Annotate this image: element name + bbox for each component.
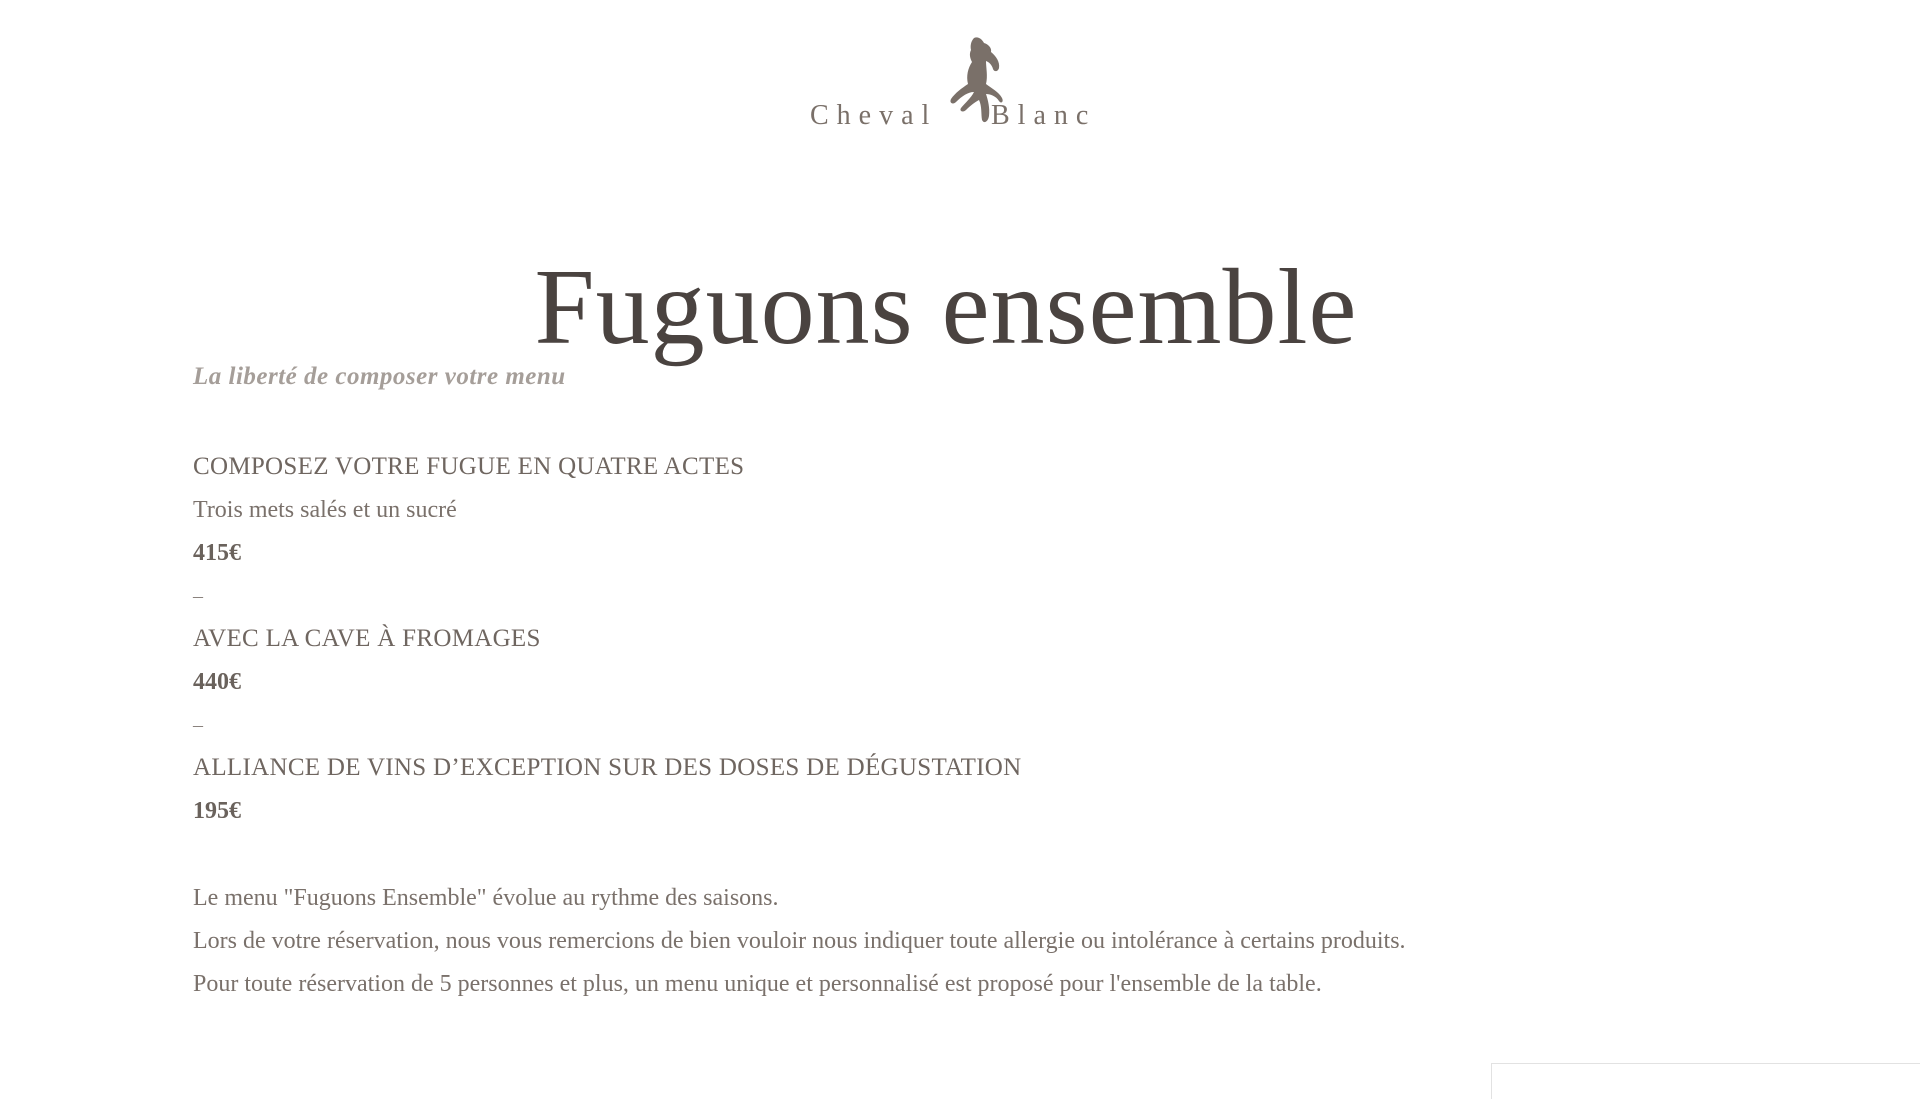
menu-separator: – (193, 714, 203, 736)
menu-separator: – (193, 585, 203, 607)
menu-note: Lors de votre réservation, nous vous remercions de bien vouloir nous indiquer toute allergie ou intolérance à certains produits. (193, 928, 1406, 954)
menu-note: Le menu "Fuguons Ensemble" évolue au rythme des saisons. (193, 885, 779, 911)
menu-options (193, 449, 1022, 836)
menu-option-heading: AVEC LA CAVE À FROMAGES (193, 625, 541, 652)
menu-notes (193, 880, 1406, 1009)
menu-option-description: Trois mets salés et un sucré (193, 497, 457, 523)
menu-option-heading: COMPOSEZ VOTRE FUGUE EN QUATRE ACTES (193, 453, 745, 480)
corner-widget[interactable] (1491, 1063, 1920, 1099)
menu-option-heading: ALLIANCE DE VINS D’EXCEPTION SUR DES DOSES DE DÉGUSTATION (193, 754, 1022, 781)
logo-word-cheval: Cheval (810, 100, 938, 131)
brand-logo-inner (810, 36, 1110, 136)
page-subtitle: La liberté de composer votre menu (193, 363, 566, 390)
menu-option-price: 440€ (193, 669, 241, 695)
menu-option-price: 415€ (193, 540, 241, 566)
logo-word-blanc: Blanc (991, 100, 1097, 131)
page-title: Fuguons ensemble (534, 248, 1358, 367)
brand-logo[interactable] (0, 36, 1920, 136)
menu-option-price: 195€ (193, 798, 241, 824)
menu-note: Pour toute réservation de 5 personnes et plus, un menu unique et personnalisé est proposé pour l'ensemble de la table. (193, 971, 1322, 997)
